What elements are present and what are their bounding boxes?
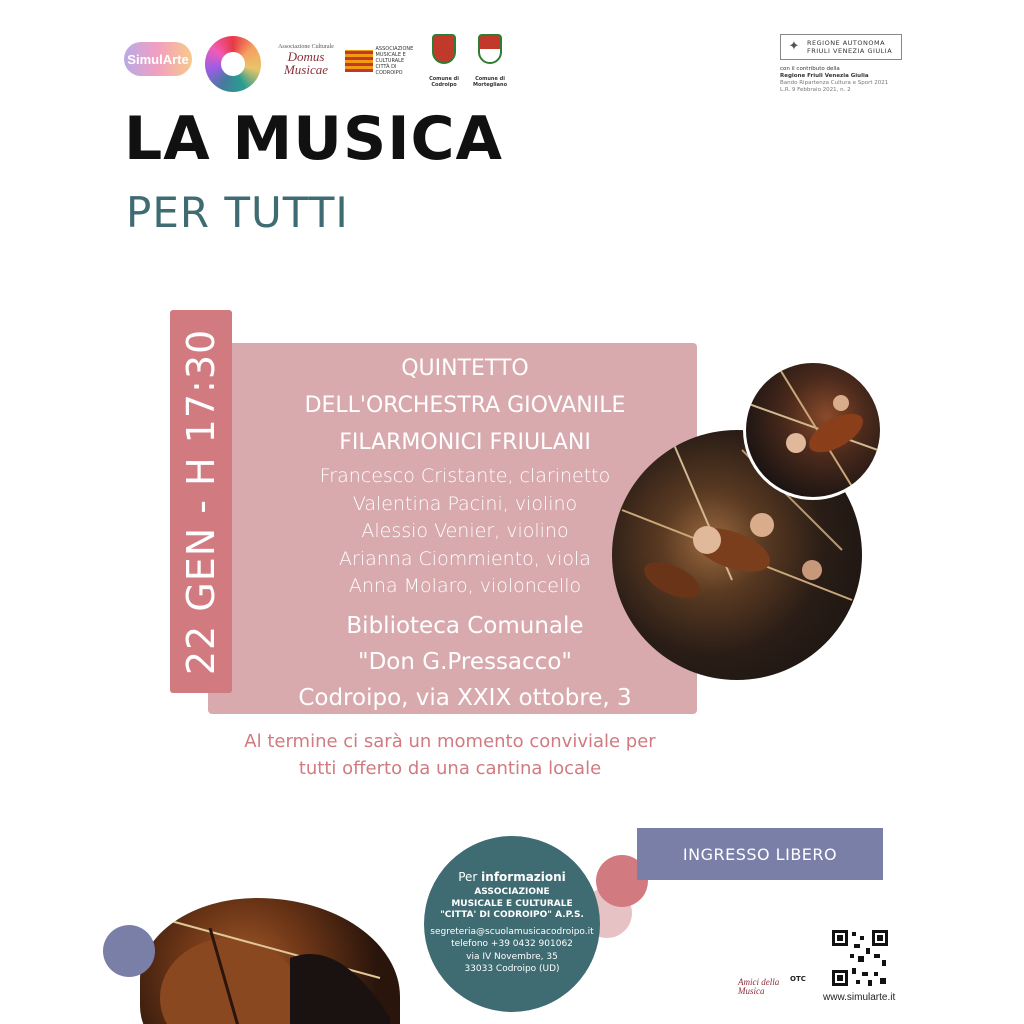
simularte-logo: SimulArte [124, 42, 192, 76]
violin-photo [743, 360, 883, 500]
title-sub: PER TUTTI [126, 188, 349, 237]
eagle-icon: ✦ [788, 39, 800, 54]
associazione-mark-icon [345, 50, 373, 72]
comune-mortegliano-label: Comune di Mortegliano [472, 76, 508, 88]
domus-small-text: Associazione Culturale [278, 44, 334, 50]
amici-musica-logo: Amici della Musica [738, 977, 780, 996]
event-date: 22 GEN - H 17:30 [179, 328, 224, 675]
website-link[interactable]: www.simularte.it [823, 992, 896, 1003]
domus-musicae-logo [274, 44, 338, 78]
decorative-dot [103, 925, 155, 977]
date-bar [170, 310, 232, 693]
list-item: Arianna Ciommiento, viola [339, 547, 591, 570]
associazione-logo-text: ASSOCIAZIONE MUSICALE E CULTURALE CITTÀ DI CODROIPO [375, 46, 414, 76]
flower-logo [205, 36, 261, 92]
list-item: Alessio Venier, violino [361, 520, 569, 542]
list-item: Valentina Pacini, violino [352, 492, 578, 515]
codroipo-crest-icon [427, 34, 461, 74]
domus-big-text: Domus Musicae [283, 49, 329, 77]
info-organization: ASSOCIAZIONE MUSICALE E CULTURALE "CITTA' DI CODROIPO" A.P.S. [440, 887, 584, 920]
email-link[interactable]: segreteria@scuolamusicacodroipo.it [430, 926, 594, 937]
ensemble-name: QUINTETTO DELL'ORCHESTRA GIOVANILE FILARMONICI FRIULANI [304, 356, 626, 455]
title-main: LA MUSICA [124, 104, 503, 174]
region-name: REGIONE AUTONOMA FRIULI VENEZIA GIULIA [807, 39, 893, 55]
cello-photo [140, 898, 400, 1024]
phone-number: telefono +39 0432 901062 [451, 939, 573, 949]
mortegliano-crest-icon [473, 34, 507, 74]
info-circle [424, 836, 600, 1012]
region-logo [780, 34, 902, 60]
ingresso-libero-badge: INGRESSO LIBERO [637, 828, 883, 880]
closing-note: Al termine ci sarà un momento conviviale per tutti offerto da una cantina locale [244, 731, 656, 779]
address-line: via IV Novembre, 35 [466, 951, 558, 962]
venue: Biblioteca Comunale "Don G.Pressacco" Codroipo, via XXIX ottobre, 3 [298, 613, 632, 711]
info-heading: Per informazioni [458, 870, 566, 884]
associazione-logo [345, 46, 421, 76]
otc-logo: OTC [790, 975, 806, 983]
qr-code-icon[interactable] [830, 928, 890, 988]
info-contact [424, 926, 600, 976]
list-item: Francesco Cristante, clarinetto [319, 465, 611, 487]
address-city: 33033 Codroipo (UD) [464, 964, 560, 974]
list-item: Anna Molaro, violoncello [348, 575, 582, 597]
region-caption: con il contributo della Regione Friuli Venezia Giulia Bando Ripartenza Cultura e Sport 2021 L.R. 9 Febbraio 2021, n. 2 [780, 66, 889, 93]
comune-codroipo-label: Comune di Codroipo [429, 76, 459, 88]
